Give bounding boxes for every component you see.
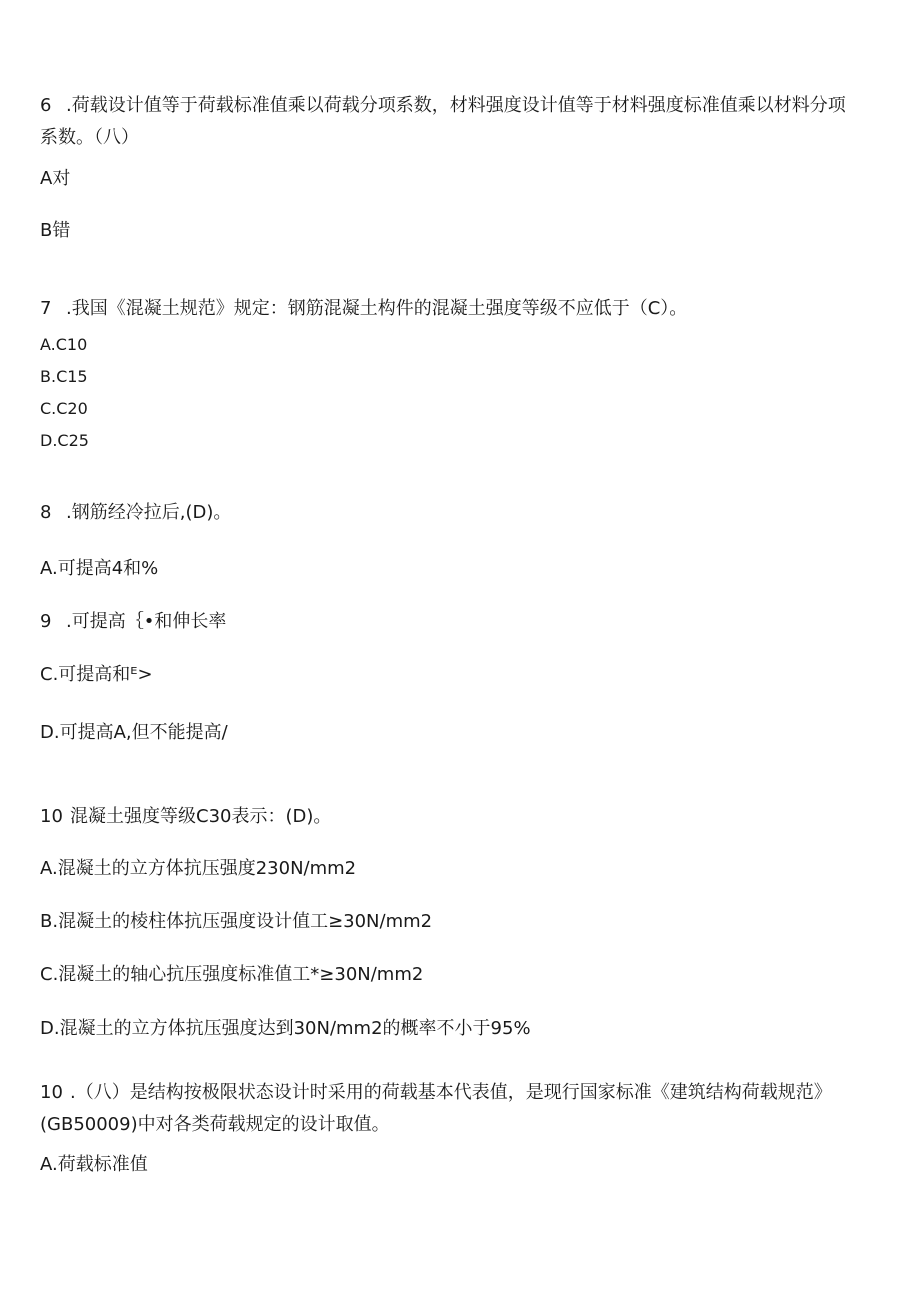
question-7-option-b: B.C15 <box>40 367 88 386</box>
question-10a-option-a: A.混凝土的立方体抗压强度230N∕mm2 <box>40 858 357 879</box>
question-10a-option-b: B.混凝土的棱柱体抗压强度设计值工≥30N∕mm2 <box>40 911 433 932</box>
question-9-line-1 <box>40 610 226 634</box>
question-number: 8 <box>40 502 52 523</box>
question-8-option-a: A.可提高4和% <box>40 558 159 579</box>
question-6-line-1 <box>40 94 846 118</box>
question-text: 系数。（八） <box>40 127 139 148</box>
question-number: 10 <box>40 806 63 827</box>
question-text: .荷载设计值等于荷载标准值乘以荷载分项系数，材料强度设计值等于材料强度标准值乘以材料分项 <box>66 95 846 116</box>
question-text: .我国《混凝土规范》规定：钢筋混凝土构件的混凝土强度等级不应低于（C）。 <box>66 298 688 319</box>
question-10a-line-1 <box>40 805 331 829</box>
question-8-line-1 <box>40 501 231 525</box>
question-text: 混凝土强度等级C30表示：(D)。 <box>70 806 332 827</box>
question-number: 6 <box>40 95 52 116</box>
question-number: 7 <box>40 298 52 319</box>
question-7-line-1 <box>40 297 687 321</box>
question-7-option-a: A.C10 <box>40 335 88 354</box>
question-6-line-2 <box>40 126 139 150</box>
question-text: .钢筋经冷拉后,(D)。 <box>66 502 232 523</box>
question-10a-option-c: C.混凝土的轴心抗压强度标准值工*≥30N∕mm2 <box>40 964 424 985</box>
question-6-option-b: B错 <box>40 220 71 241</box>
question-7-option-d: D.C25 <box>40 431 89 450</box>
question-9-option-d: D.可提高A,但不能提高/ <box>40 722 228 743</box>
question-text: .（八）是结构按极限状态设计时采用的荷载基本代表值，是现行国家标准《建筑结构荷载规范》 <box>70 1082 832 1103</box>
question-10a-option-d: D.混凝土的立方体抗压强度达到30N∕mm2的概率不小于95% <box>40 1018 531 1039</box>
question-number: 10 <box>40 1082 63 1103</box>
question-10b-line-2 <box>40 1113 390 1137</box>
question-text: (GB50009)中对各类荷载规定的设计取值。 <box>40 1114 390 1135</box>
question-10b-line-1 <box>40 1081 832 1105</box>
question-text: .可提高｛•和伸长率 <box>66 611 227 632</box>
question-6-option-a: A对 <box>40 168 71 189</box>
question-9-option-c: C.可提高和ᴱ> <box>40 664 153 685</box>
question-7-option-c: C.C20 <box>40 399 88 418</box>
question-number: 9 <box>40 611 52 632</box>
question-10b-option-a: A.荷载标准值 <box>40 1154 148 1175</box>
